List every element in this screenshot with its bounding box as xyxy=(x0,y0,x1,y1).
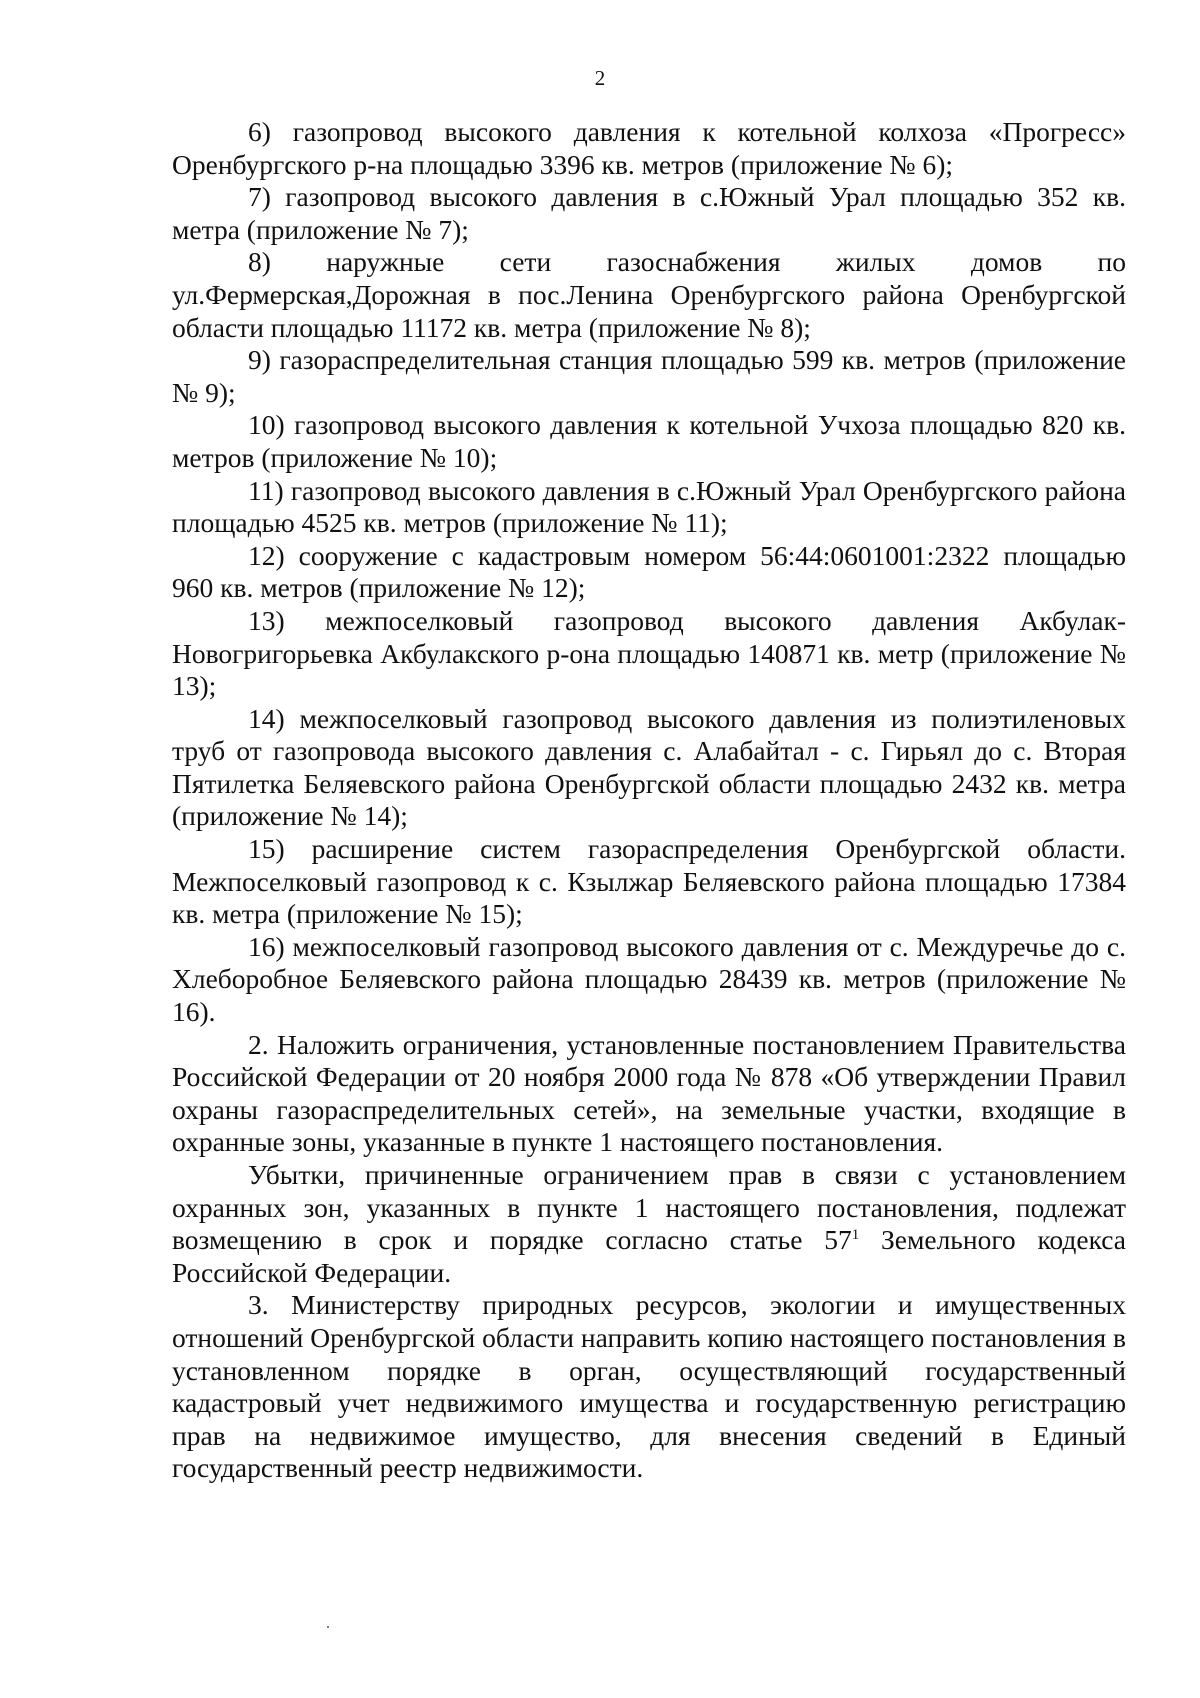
list-item-11: 11) газопровод высокого давления в с.Южный Урал Оренбургского района площадью 4525 кв. метров (приложение № 11); xyxy=(172,474,1126,539)
damages-paragraph xyxy=(172,1159,1126,1289)
clause-2-restrictions: 2. Наложить ограничения, установленные постановлением Правительства Российской Федерации от 20 ноября 2000 года № 878 «Об утверждении Правил охраны газораспределительных сетей», на земельные участки, входящие в охранные зоны, указанные в пункте 1 настоящего постановления. xyxy=(172,1028,1126,1158)
article-superscript: 1 xyxy=(851,1227,860,1244)
list-item-7: 7) газопровод высокого давления в с.Южный Урал площадью 352 кв. метра (приложение № 7); xyxy=(172,181,1126,245)
list-item-8: 8) наружные сети газоснабжения жилых домов по ул.Фермерская,Дорожная в пос.Ленина Оренбургского района Оренбургской области площадью 11172 кв. метра (приложение № 8); xyxy=(172,246,1126,343)
scan-speck xyxy=(327,1626,329,1628)
damages-text-before: Убытки, причиненные ограничением прав в связи с установлением охранных зон, указанных в пункте 1 настоящего постановления, подлежат возмещению в срок и порядке согласно статье 57 xyxy=(172,1159,1126,1256)
list-item-13: 13) межпоселковый газопровод высокого давления Акбулак-Новогригорьевка Акбулакского р-она площадью 140871 кв. метр (приложение № 13); xyxy=(172,604,1126,702)
list-item-14: 14) межпоселковый газопровод высокого давления из полиэтиленовых труб от газопровода высокого давления с. Алабайтал - с. Гирьял до с. Вторая Пятилетка Беляевского района Оренбургской области площадью 2432 кв. метра (приложение № 14); xyxy=(172,702,1126,832)
document-body xyxy=(172,116,1126,1485)
list-item-15: 15) расширение систем газораспределения Оренбургской области. Межпоселковый газопровод к с. Кзылжар Беляевского района площадью 17384 кв. метра (приложение № 15); xyxy=(172,833,1126,930)
page-number: 2 xyxy=(594,66,606,90)
list-item-6: 6) газопровод высокого давления к котельной колхоза «Прогресс» Оренбургского р-на площадью 3396 кв. метров (приложение № 6); xyxy=(172,116,1126,180)
damages-text-after: Земельного кодекса Российской Федерации. xyxy=(172,1224,1126,1288)
clause-3-ministry: 3. Министерству природных ресурсов, экологии и имущественных отношений Оренбургской области направить копию настоящего постановления в установленном порядке в орган, осуществляющий государственный кадастровый учет недвижимого имущества и государственную регистрацию прав на недвижимое имущество, для внесения сведений в Единый государственный реестр недвижимости. xyxy=(172,1289,1126,1484)
list-item-9: 9) газораспределительная станция площадью 599 кв. метров (приложение № 9); xyxy=(172,344,1126,408)
list-item-16: 16) межпоселковый газопровод высокого давления от с. Междуречье до с. Хлеборобное Беляевского района площадью 28439 кв. метров (приложение № 16). xyxy=(172,930,1126,1028)
list-item-10: 10) газопровод высокого давления к котельной Учхоза площадью 820 кв. метров (приложение № 10); xyxy=(172,409,1126,473)
list-item-12: 12) сооружение с кадастровым номером 56:44:0601001:2322 площадью 960 кв. метров (приложение № 12); xyxy=(172,539,1126,604)
